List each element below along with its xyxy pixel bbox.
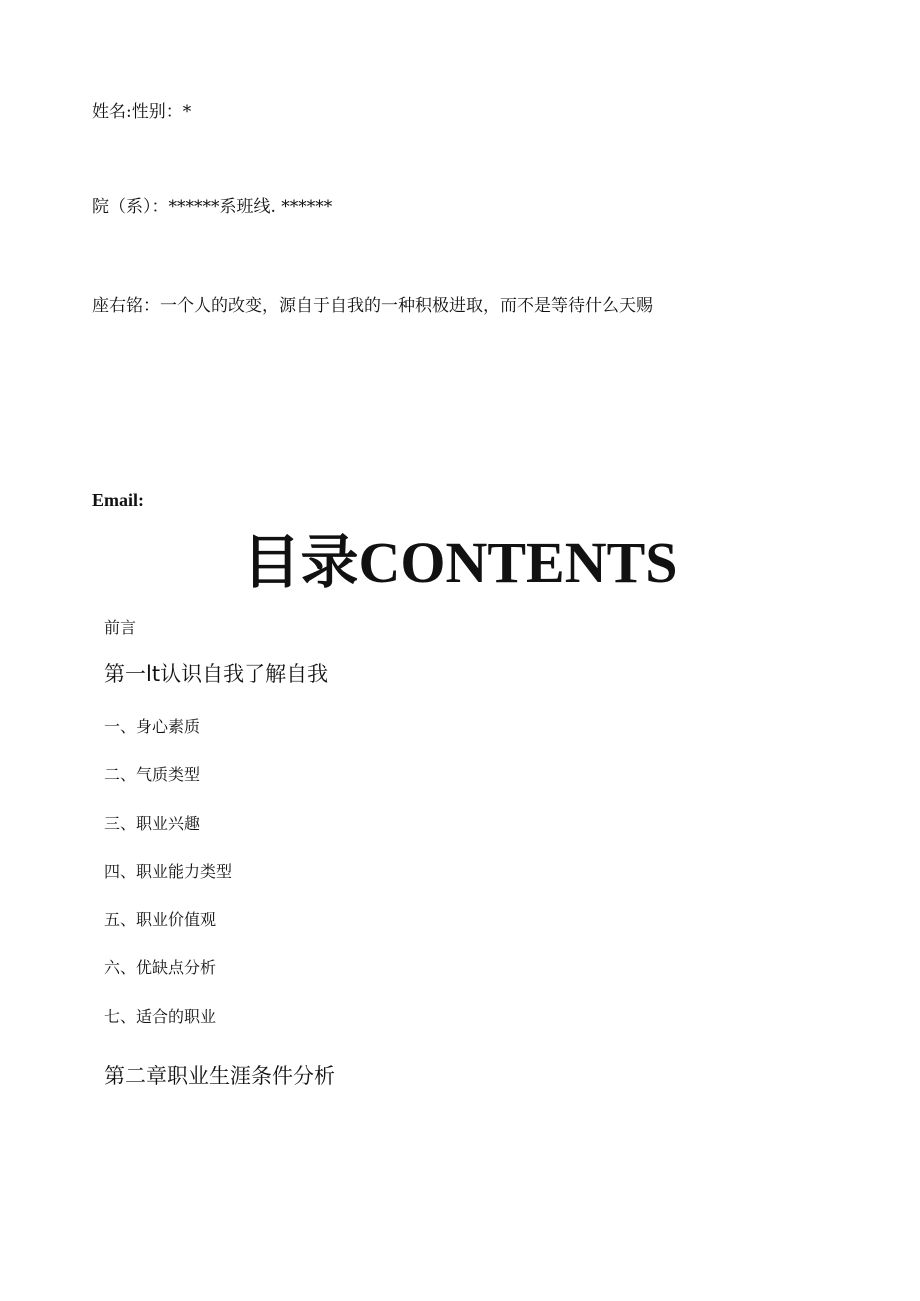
toc-preface: 前言	[104, 618, 137, 637]
toc-item: 二、气质类型	[104, 765, 201, 784]
name-gender-line: 姓名:性别：*	[92, 102, 192, 122]
motto-line: 座右铭：一个人的改变，源自于自我的一种积极进取，而不是等待什么天赐	[92, 296, 653, 316]
chapter-2-title: 第二章职业生涯条件分析	[104, 1064, 335, 1088]
department-line: 院（系）：******系班线. ******	[92, 197, 333, 217]
chapter-1-title: 第一lt认识自我了解自我	[104, 662, 329, 686]
toc-item: 七、适合的职业	[104, 1007, 217, 1026]
email-label: Email:	[92, 490, 144, 510]
toc-item: 四、职业能力类型	[104, 862, 233, 881]
toc-item: 一、身心素质	[104, 717, 201, 736]
toc-item: 三、职业兴趣	[104, 814, 201, 833]
toc-item: 六、优缺点分析	[104, 958, 217, 977]
toc-title: 目录CONTENTS	[242, 530, 678, 595]
toc-item: 五、职业价值观	[104, 910, 217, 929]
